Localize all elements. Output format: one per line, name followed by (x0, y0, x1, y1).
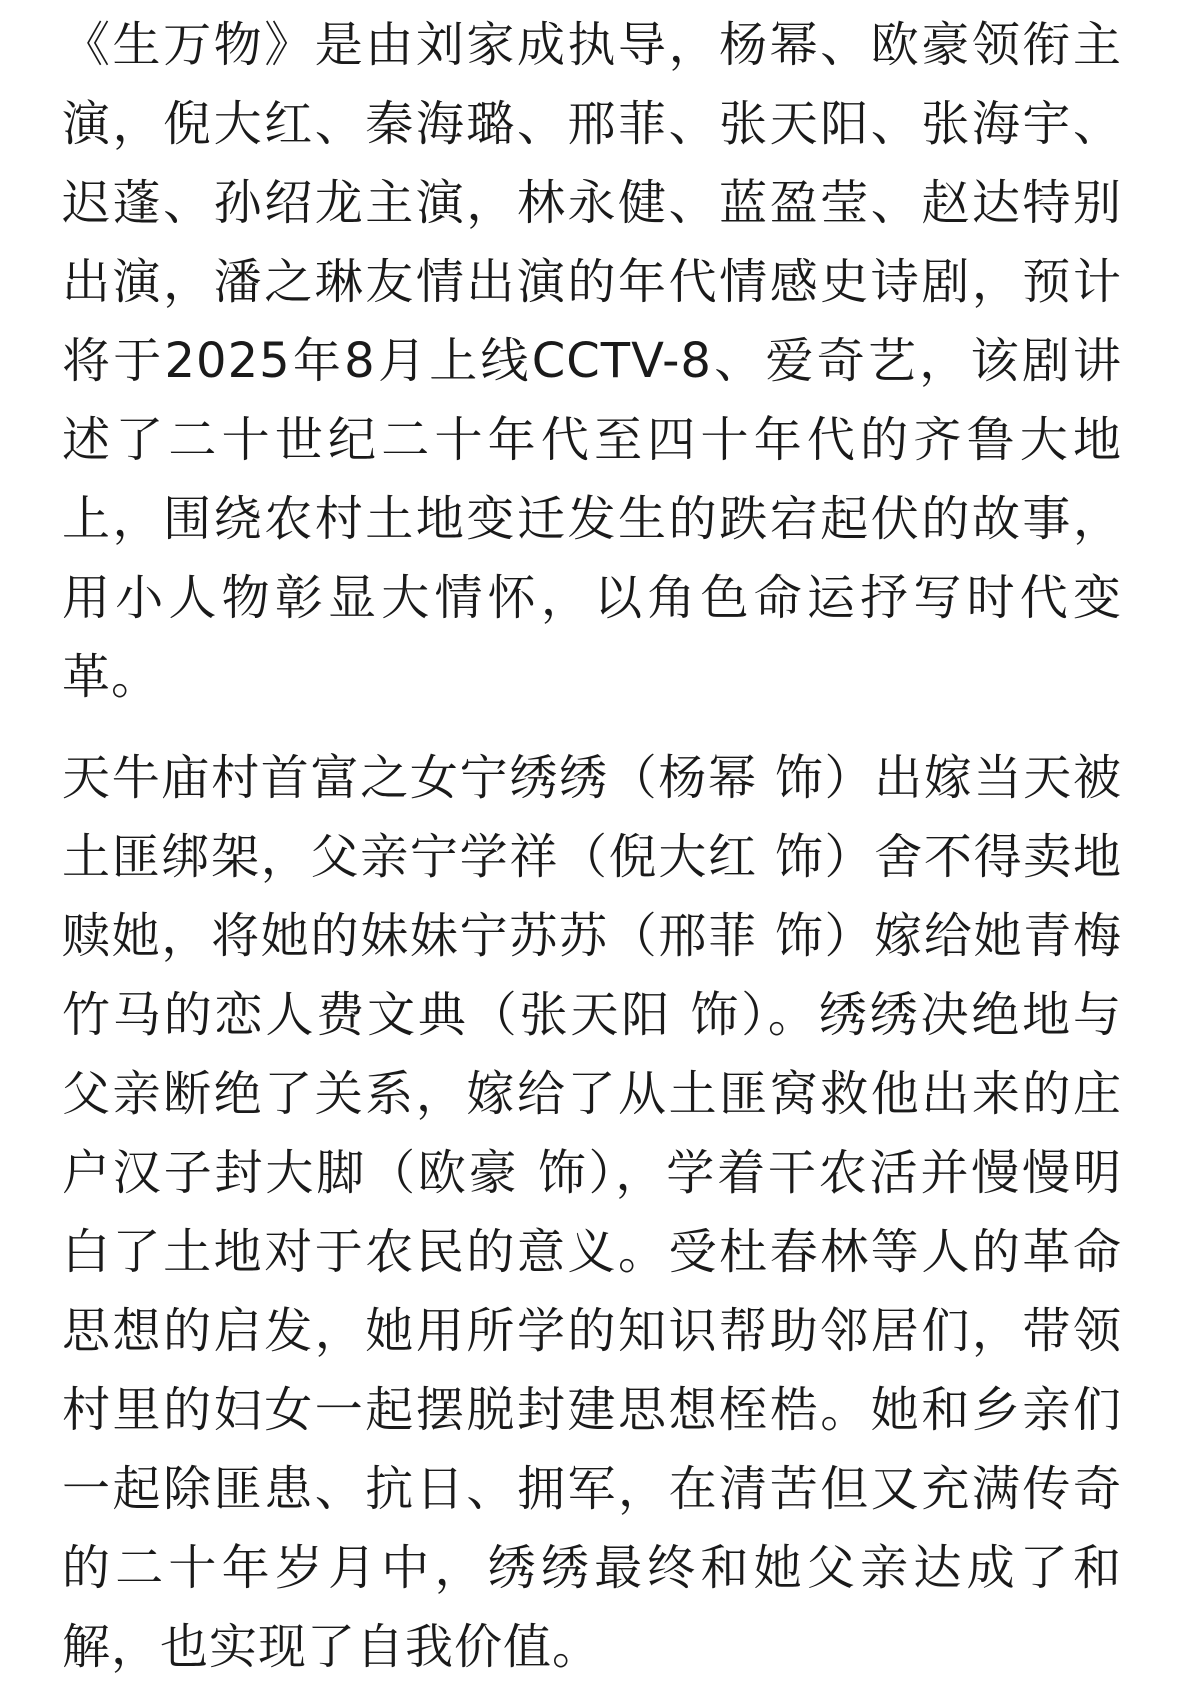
article-body (62, 6, 1122, 1687)
article-paragraph-synopsis: 天牛庙村首富之女宁绣绣（杨幂 饰）出嫁当天被土匪绑架，父亲宁学祥（倪大红 饰）舍不得卖地赎她，将她的妹妹宁苏苏（邢菲 饰）嫁给她青梅竹马的恋人费文典（张天阳 饰）。绣绣决绝地与父亲断绝了关系，嫁给了从土匪窝救他出来的庄户汉子封大脚（欧豪 饰），学着干农活并慢慢明白了土地对于农民的意义。受杜春林等人的革命思想的启发，她用所学的知识帮助邻居们，带领村里的妇女一起摆脱封建思想桎梏。她和乡亲们一起除匪患、抗日、拥军，在清苦但又充满传奇的二十年岁月中，绣绣最终和她父亲达成了和解，也实现了自我价值。 (62, 750, 1122, 1675)
article-paragraph-intro: 《生万物》是由刘家成执导，杨幂、欧豪领衔主演，倪大红、秦海璐、邢菲、张天阳、张海宇、迟蓬、孙绍龙主演，林永健、蓝盈莹、赵达特别出演，潘之琳友情出演的年代情感史诗剧，预计将于2025年8月上线CCTV-8、爱奇艺，该剧讲述了二十世纪二十年代至四十年代的齐鲁大地上，围绕农村土地变迁发生的跌宕起伏的故事，用小人物彰显大情怀，以角色命运抒写时代变革。 (62, 17, 1122, 705)
